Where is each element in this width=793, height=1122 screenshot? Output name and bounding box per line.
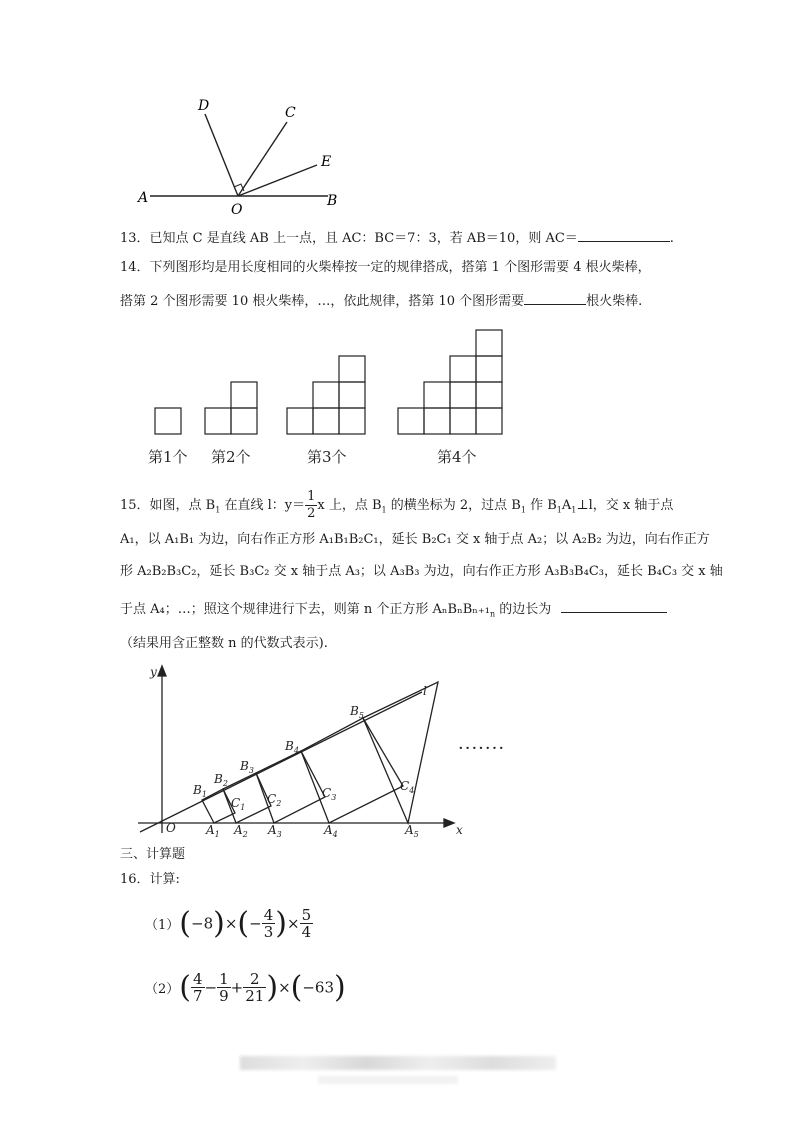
fig3-squares <box>287 356 365 434</box>
square-4 <box>301 718 403 823</box>
label-c2: $C_2$ <box>267 792 282 808</box>
fig4-squares <box>398 330 502 434</box>
q16-p2-label: （2） <box>145 982 180 997</box>
label-b4: $B_4$ <box>285 739 299 755</box>
question-15-line1: 15．如图，点 $B_1$ 在直线 l：y＝ $\frac{1}{2}$ x 上，点 $B_1$ 的横坐标为 2，过点 $B_1$ 作 $B_1A_1\perp l$，交 x 轴于点 <box>120 489 674 521</box>
angle-figure <box>130 92 350 218</box>
blurred-footer <box>240 1056 556 1070</box>
fig2-squares <box>205 382 257 434</box>
q13-answer-blank[interactable] <box>578 227 670 242</box>
x-arrow <box>444 819 454 827</box>
label-b1: $B_1$ <box>193 783 207 799</box>
fig1-label: 第1个 <box>148 448 188 466</box>
label-a2: $A_2$ <box>234 823 248 839</box>
q16-part2: （2）( $\frac{4}{7}$ − $\frac{1}{9}$ + $\frac{2}{21}$ )×(−63) <box>145 970 346 1005</box>
question-13 <box>120 227 674 249</box>
label-c: C <box>285 105 296 121</box>
x-axis-label: x <box>456 823 463 837</box>
line-l-label: l <box>423 684 427 698</box>
ray-oc <box>238 122 287 196</box>
label-a: A <box>138 190 149 206</box>
q16-part1: （1）(−8)×(− $\frac{4}{3}$ )× $\frac{5}{4}$ <box>145 906 312 941</box>
y-arrow <box>158 666 166 676</box>
label-a1: $A_1$ <box>206 823 220 839</box>
label-b3: $B_3$ <box>240 759 254 775</box>
question-14-line2 <box>120 290 642 312</box>
label-a3: $A_3$ <box>268 823 282 839</box>
blurred-footer-2 <box>318 1076 458 1084</box>
ray-oe <box>238 165 317 196</box>
section-3-title: 三、计算题 <box>120 847 186 862</box>
label-b: B <box>327 193 338 209</box>
fig1-square <box>155 408 181 434</box>
fig4-label: 第4个 <box>437 448 477 466</box>
question-16-title: 16．计算: <box>120 872 180 887</box>
q14-line2-b: 根火柴棒. <box>586 294 643 309</box>
coordinate-graph <box>130 660 540 845</box>
ray-od <box>205 114 238 196</box>
question-14-line1: 14．下列图形均是用长度相同的火柴棒按一定的规律搭成，搭第 1 个图形需要 4 根火柴棒， <box>120 260 651 275</box>
question-15-line3: 形 A₂B₂B₃C₂，延长 B₃C₂ 交 x 轴于点 A₃；以 A₃B₃ 为边，向右作正方形 A₃B₃B₄C₃，延长 B₄C₃ 交 x 轴 <box>120 564 723 579</box>
q14-answer-blank[interactable] <box>524 290 586 305</box>
label-a4: $A_4$ <box>324 823 338 839</box>
question-15-line2: A₁，以 A₁B₁ 为边，向右作正方形 A₁B₁B₂C₁，延长 B₂C₁ 交 x 轴于点 A₂；以 A₂B₂ 为边，向右作正方 <box>120 532 710 547</box>
question-15-line5: （结果用含正整数 n 的代数式表示). <box>120 636 328 651</box>
fig2-label: 第2个 <box>211 448 251 466</box>
q15-fraction: $\frac{1}{2}$ <box>307 489 316 521</box>
label-b2: $B_2$ <box>214 772 228 788</box>
y-axis-label: y <box>150 665 157 679</box>
label-o: O <box>231 202 243 218</box>
matchstick-figures <box>140 325 520 470</box>
label-b5: $B_5$ <box>350 704 364 720</box>
label-a5: $A_5$ <box>405 823 419 839</box>
q14-line2-a: 搭第 2 个图形需要 10 根火柴棒，…，依此规律，搭第 10 个图形需要 <box>120 294 525 309</box>
continuation-dots: ······· <box>458 738 506 759</box>
q16-p1-label: （1） <box>145 918 180 933</box>
label-c3: $C_3$ <box>322 786 337 802</box>
fig3-label: 第3个 <box>307 448 347 466</box>
label-c4: $C_4$ <box>400 779 415 795</box>
q13-end: . <box>669 231 674 246</box>
label-e: E <box>321 154 332 170</box>
label-d: D <box>198 98 210 114</box>
q15-answer-blank[interactable] <box>561 598 667 613</box>
q13-text: 13．已知点 C 是直线 AB 上一点，且 AC：BC＝7：3，若 AB＝10，则 AC＝ <box>120 231 578 246</box>
question-15-line4: 于点 A₄；…；照这个规律进行下去，则第 n 个正方形 $A_nB_nB_{n+1}_n$ 的边长为 <box>120 598 667 625</box>
label-c1: $C_1$ <box>231 796 246 812</box>
origin-label: O <box>166 821 176 835</box>
line-l <box>140 692 422 832</box>
